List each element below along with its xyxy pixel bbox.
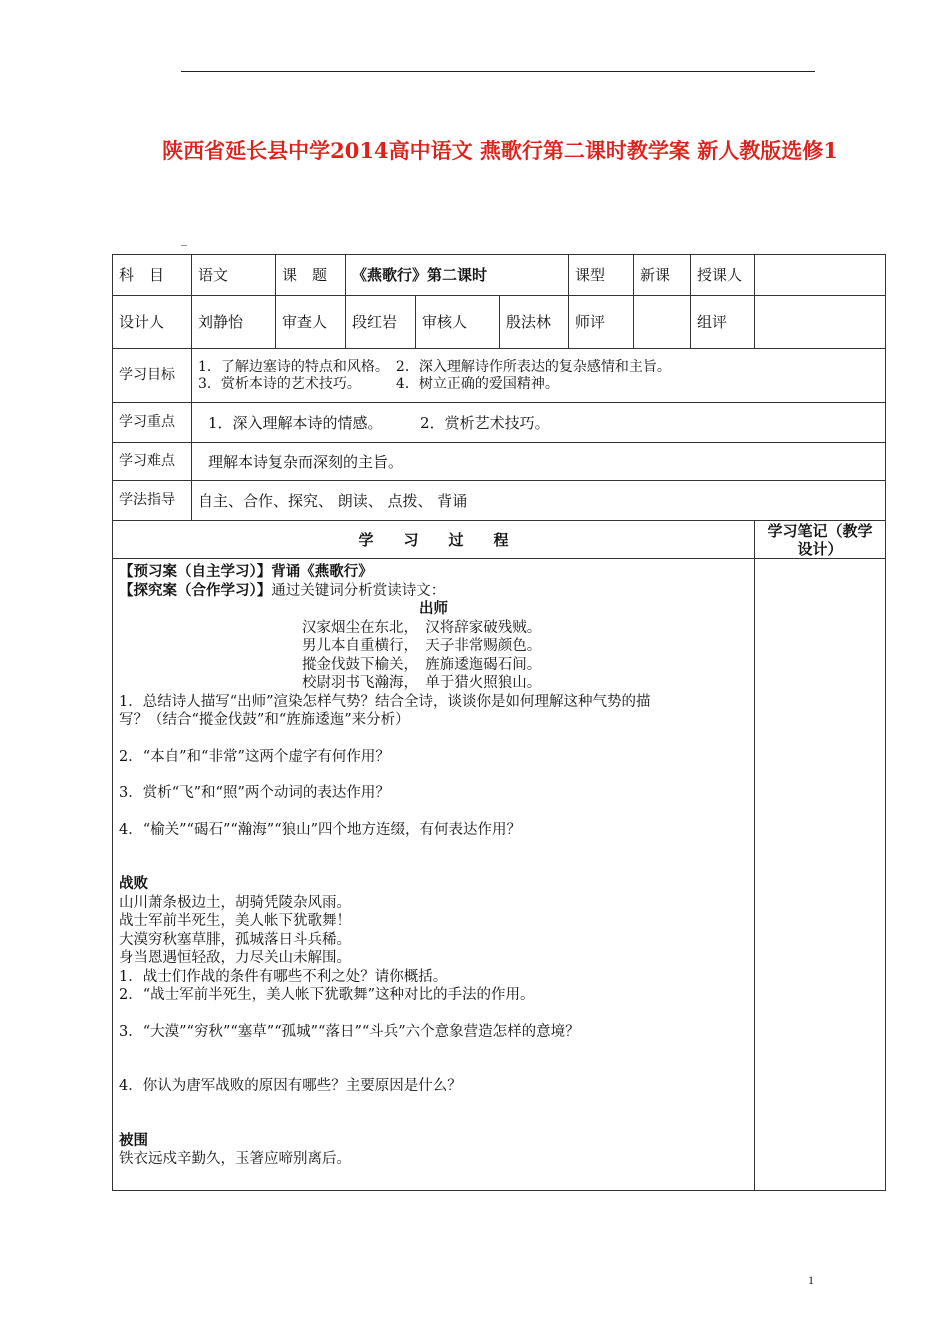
approver-label: 审核人 [416,296,500,349]
part2-question-1: 1．战士们作战的条件有哪些不利之处？请你概括。 [119,968,448,985]
teacher-review-value [634,296,691,349]
process-header-row [113,521,886,559]
page-title: 陕西省延长县中学2014高中语文 燕歌行第二课时教学案 新人教版选修1 [162,138,838,163]
part1-question-1a: 1．总结诗人描写“出师”渲染怎样气势？结合全诗，谈谈你是如何理解这种气势的描 [119,693,651,710]
part2-question-2: 2．“战士军前半死生，美人帐下犹歌舞”这种对比的手法的作用。 [119,987,535,1003]
part1-question-3: 3．赏析“飞”和“照”两个动词的表达作用？ [119,785,390,801]
teacher-label: 授课人 [691,255,755,296]
header-row-2 [113,296,886,349]
designer-value: 刘静怡 [192,296,276,349]
explore-line [119,582,748,601]
part2-line-4: 身当恩遇恒轻敌，力尽关山未解围。 [119,950,351,966]
part1-verse-3: 摐金伐鼓下榆关， 旌旆逶迤碣石间。 [302,656,542,673]
part2-line-3: 大漠穷秋塞草腓，孤城落日斗兵稀。 [119,931,351,948]
process-content [113,559,755,1191]
part2-question-4: 4．你认为唐军战败的原因有哪些？主要原因是什么？ [119,1078,462,1094]
difficulties-row [113,443,886,481]
part3-line-1: 铁衣远戍辛勤久，玉箸应啼别离后。 [119,1151,351,1167]
page-number: 1 [808,1273,814,1287]
part2-title: 战败 [119,875,148,892]
difficulties-text: 理解本诗复杂而深刻的主旨。 [192,443,886,481]
process-content-row [113,559,886,1191]
explore-text: 通过关键词分析赏读诗文： [271,582,446,599]
part1-verse-1: 汉家烟尘在东北， 汉将辞家破残贼。 [302,619,542,636]
part1-title: 出师 [419,600,449,617]
topic-value: 《燕歌行》第二课时 [346,255,569,296]
header-row-1 [113,255,886,296]
subject-label: 科 目 [113,255,192,296]
difficulties-label: 学习难点 [113,443,192,481]
part1-verse-4: 校尉羽书飞瀚海， 单于猎火照狼山。 [302,675,542,691]
lesson-table [112,254,886,1191]
part2-line-2: 战士军前半死生，美人帐下犹歌舞！ [119,913,351,929]
key-points-row [113,403,886,443]
key-points-text: 1．深入理解本诗的情感。 2．赏析艺术技巧。 [192,403,886,443]
teacher-value [755,255,886,296]
part1-question-4: 4．“榆关”“碣石”“瀚海”“狼山”四个地方连缀，有何表达作用？ [119,821,522,838]
methods-row [113,481,886,521]
part2-question-3: 3．“大漠”“穷秋”“塞草”“孤城”“落日”“斗兵”六个意象营造怎样的意境？ [119,1023,580,1040]
header-rule [181,71,815,72]
goals-text [192,349,886,403]
part1-verse-2: 男儿本自重横行， 天子非常赐颜色。 [302,638,542,654]
group-review-label: 组评 [691,296,755,349]
notes-header: 学习笔记（教学设计） [755,521,886,559]
part3-title: 被围 [119,1131,148,1149]
teacher-review-label: 师评 [569,296,634,349]
key-points-label: 学习重点 [113,403,192,443]
approver-value: 殷法林 [500,296,569,349]
type-label: 课型 [569,255,634,296]
part1-question-1b: 写？（结合“摐金伐鼓”和“旌旆逶迤”来分析） [119,712,410,728]
goals-label: 学习目标 [113,349,192,403]
goals-line-2: 3．赏析本诗的艺术技巧。 4．树立正确的爱国精神。 [198,375,559,392]
part2-line-1: 山川萧条极边土，胡骑凭陵杂风雨。 [119,894,351,911]
goals-row [113,349,886,403]
topic-label: 课 题 [276,255,346,296]
reviewer-label: 审查人 [276,296,346,349]
dash-mark: _ [181,232,187,246]
explore-heading: 【探究案（合作学习）】 [119,581,272,599]
group-review-value [755,296,886,349]
reviewer-value: 段红岩 [346,296,416,349]
process-header: 学 习 过 程 [113,521,755,559]
designer-label: 设计人 [113,296,192,349]
preview-heading: 【预习案（自主学习）】背诵《燕歌行》 [119,563,373,580]
goals-line-1: 1．了解边塞诗的特点和风格。 2．深入理解诗作所表达的复杂感情和主旨。 [198,358,671,375]
subject-value: 语文 [192,255,276,296]
part1-question-2: 2．“本自”和“非常”这两个虚字有何作用？ [119,748,390,765]
methods-text: 自主、合作、探究、 朗读、 点拨、 背诵 [192,481,886,521]
type-value: 新课 [634,255,691,296]
methods-label: 学法指导 [113,481,192,521]
notes-column [755,559,886,1191]
